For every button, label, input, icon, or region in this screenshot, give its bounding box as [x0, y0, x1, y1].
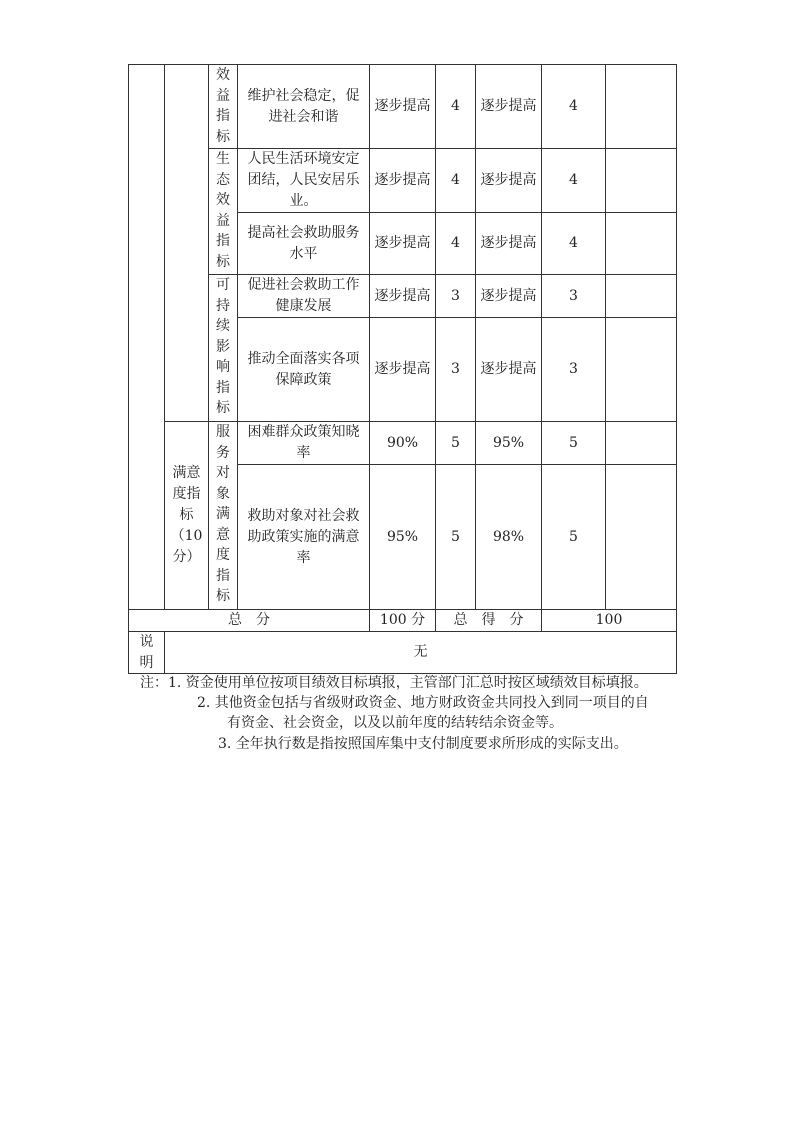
- remark-cell: [606, 213, 677, 275]
- indicator: 困难群众政策知晓率: [238, 422, 370, 465]
- remark-label: 说明: [129, 632, 165, 674]
- subcategory-social-benefit: 效益指标: [209, 65, 238, 149]
- indicator: 维护社会稳定，促进社会和谐: [238, 65, 370, 149]
- actual: 95%: [476, 422, 542, 465]
- indicator: 救助对象对社会救助政策实施的满意率: [238, 465, 370, 610]
- target: 95%: [370, 465, 436, 610]
- target: 90%: [370, 422, 436, 465]
- actual: 逐步提高: [476, 318, 542, 422]
- weight: 4: [436, 213, 476, 275]
- remark-cell: [606, 275, 677, 318]
- actual: 逐步提高: [476, 275, 542, 318]
- score: 3: [542, 275, 606, 318]
- actual: 逐步提高: [476, 65, 542, 149]
- total-value: 100 分: [370, 610, 436, 632]
- remark-cell: [606, 465, 677, 610]
- score: 3: [542, 318, 606, 422]
- target: 逐步提高: [370, 213, 436, 275]
- category-satisfaction: 满意度指标（10分）: [165, 422, 209, 610]
- indicator: 促进社会救助工作健康发展: [238, 275, 370, 318]
- weight: 5: [436, 422, 476, 465]
- remark-value: 无: [165, 632, 677, 674]
- remark-cell: [606, 318, 677, 422]
- target: 逐步提高: [370, 149, 436, 213]
- indicator: 人民生活环境安定团结，人民安居乐业。: [238, 149, 370, 213]
- score: 4: [542, 65, 606, 149]
- performance-table: [128, 64, 677, 674]
- note-3: 3. 全年执行数是指按照国库集中支付制度要求所形成的实际支出。: [218, 736, 628, 752]
- remark-cell: [606, 149, 677, 213]
- level1-cell: [129, 65, 165, 610]
- subcategory-ecological: 生态效益指标: [209, 149, 238, 275]
- weight: 3: [436, 318, 476, 422]
- note-2-cont: 有资金、社会资金，以及以前年度的结转结余资金等。: [227, 715, 563, 731]
- subcategory-service-satisfaction: 服务对象满意度指标: [209, 422, 238, 610]
- score: 4: [542, 213, 606, 275]
- score: 4: [542, 149, 606, 213]
- total-score: 100: [542, 610, 677, 632]
- weight: 5: [436, 465, 476, 610]
- actual: 98%: [476, 465, 542, 610]
- target: 逐步提高: [370, 65, 436, 149]
- indicator: 推动全面落实各项保障政策: [238, 318, 370, 422]
- score: 5: [542, 465, 606, 610]
- note-2: 2. 其他资金包括与省级财政资金、地方财政资金共同投入到同一项目的自: [197, 695, 649, 711]
- remark-cell: [606, 422, 677, 465]
- weight: 4: [436, 149, 476, 213]
- subcategory-sustainable: 可持续影响指标: [209, 275, 238, 422]
- actual: 逐步提高: [476, 213, 542, 275]
- note-1: 注：1. 资金使用单位按项目绩效目标填报，主管部门汇总时按区域绩效目标填报。: [140, 675, 648, 691]
- target: 逐步提高: [370, 318, 436, 422]
- indicator: 提高社会救助服务水平: [238, 213, 370, 275]
- actual: 逐步提高: [476, 149, 542, 213]
- remark-cell: [606, 65, 677, 149]
- weight: 3: [436, 275, 476, 318]
- total-score-label: 总 得 分: [436, 610, 542, 632]
- score: 5: [542, 422, 606, 465]
- weight: 4: [436, 65, 476, 149]
- target: 逐步提高: [370, 275, 436, 318]
- level2-cell: [165, 65, 209, 422]
- total-label: 总 分: [129, 610, 370, 632]
